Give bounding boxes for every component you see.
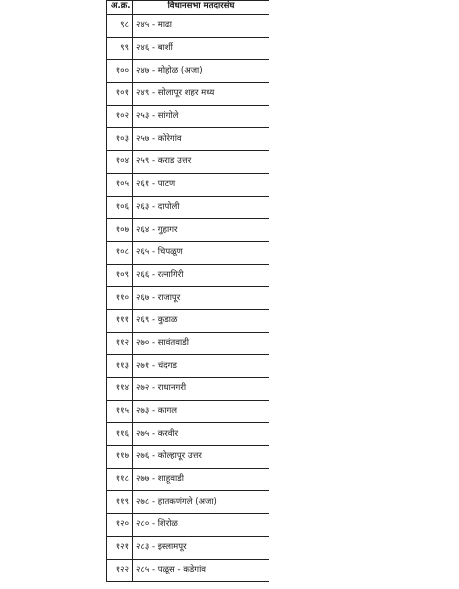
serial-number-cell: १२२ [107,559,133,582]
constituency-name-cell: २७० - सावंतवाडी [133,332,270,355]
serial-number-cell: ११६ [107,423,133,446]
constituency-table-container [106,0,269,589]
serial-number-cell: १०८ [107,241,133,264]
serial-number-cell: ११५ [107,400,133,423]
table-row [107,60,270,83]
constituency-header: विधानसभा मतदारसंघ [133,1,270,15]
constituency-table [106,0,269,582]
serial-number-header: अ.क्र. [107,1,133,15]
serial-number-cell: १०४ [107,151,133,174]
serial-number-cell: १०६ [107,196,133,219]
serial-number-cell: १०२ [107,105,133,128]
table-body [107,15,270,582]
serial-number-cell: १०१ [107,83,133,106]
table-row [107,514,270,537]
constituency-name-cell: २७७ - शाहूवाडी [133,468,270,491]
serial-number-cell: १२१ [107,536,133,559]
constituency-name-cell: २६३ - दापोली [133,196,270,219]
constituency-name-cell: २७८ - हातकणंगले (अजा) [133,491,270,514]
constituency-name-cell: २७२ - राधानगरी [133,378,270,401]
table-row [107,309,270,332]
table-row [107,105,270,128]
serial-number-cell: ११९ [107,491,133,514]
table-row [107,332,270,355]
constituency-name-cell: २५३ - सांगोले [133,105,270,128]
table-row [107,83,270,106]
constituency-name-cell: २७६ - कोल्हापूर उत्तर [133,446,270,469]
constituency-name-cell: २७३ - कागल [133,400,270,423]
table-row [107,355,270,378]
table-row [107,536,270,559]
constituency-name-cell: २८० - शिरोळ [133,514,270,537]
table-row [107,446,270,469]
constituency-name-cell: २४६ - बार्शी [133,37,270,60]
table-row [107,173,270,196]
serial-number-cell: ११४ [107,378,133,401]
table-row [107,37,270,60]
serial-number-cell: १०७ [107,219,133,242]
table-row [107,423,270,446]
serial-number-cell: ११३ [107,355,133,378]
table-row [107,287,270,310]
serial-number-cell: १०५ [107,173,133,196]
table-row [107,378,270,401]
serial-number-cell: १०० [107,60,133,83]
table-row [107,491,270,514]
constituency-name-cell: २६४ - गुहागर [133,219,270,242]
table-row [107,196,270,219]
table-row [107,264,270,287]
constituency-name-cell: २४७ - मोहोळ (अजा) [133,60,270,83]
serial-number-cell: १११ [107,309,133,332]
table-row [107,128,270,151]
table-row [107,468,270,491]
constituency-name-cell: २५९ - कराड उत्तर [133,151,270,174]
constituency-name-cell: २६६ - रत्नागिरी [133,264,270,287]
constituency-name-cell: २७१ - चंदगड [133,355,270,378]
serial-number-cell: १०९ [107,264,133,287]
table-row [107,559,270,582]
constituency-name-cell: २६९ - कुडाळ [133,309,270,332]
constituency-name-cell: २७५ - करवीर [133,423,270,446]
constituency-name-cell: २८५ - पळूस - कडेगांव [133,559,270,582]
serial-number-cell: ९८ [107,15,133,38]
constituency-name-cell: २५७ - कोरेगांव [133,128,270,151]
constituency-name-cell: २६१ - पाटण [133,173,270,196]
constituency-name-cell: २४९ - सोलापूर शहर मध्य [133,83,270,106]
serial-number-cell: ९९ [107,37,133,60]
table-row [107,241,270,264]
serial-number-cell: ११७ [107,446,133,469]
constituency-name-cell: २८३ - इस्लामपूर [133,536,270,559]
table-row [107,15,270,38]
table-row [107,219,270,242]
table-row [107,151,270,174]
serial-number-cell: १२० [107,514,133,537]
table-row [107,400,270,423]
serial-number-cell: ११२ [107,332,133,355]
serial-number-cell: ११८ [107,468,133,491]
serial-number-cell: ११० [107,287,133,310]
constituency-name-cell: २४५ - माढा [133,15,270,38]
constituency-name-cell: २६७ - राजापूर [133,287,270,310]
table-header-row [107,1,270,15]
constituency-name-cell: २६५ - चिपळूण [133,241,270,264]
serial-number-cell: १०३ [107,128,133,151]
